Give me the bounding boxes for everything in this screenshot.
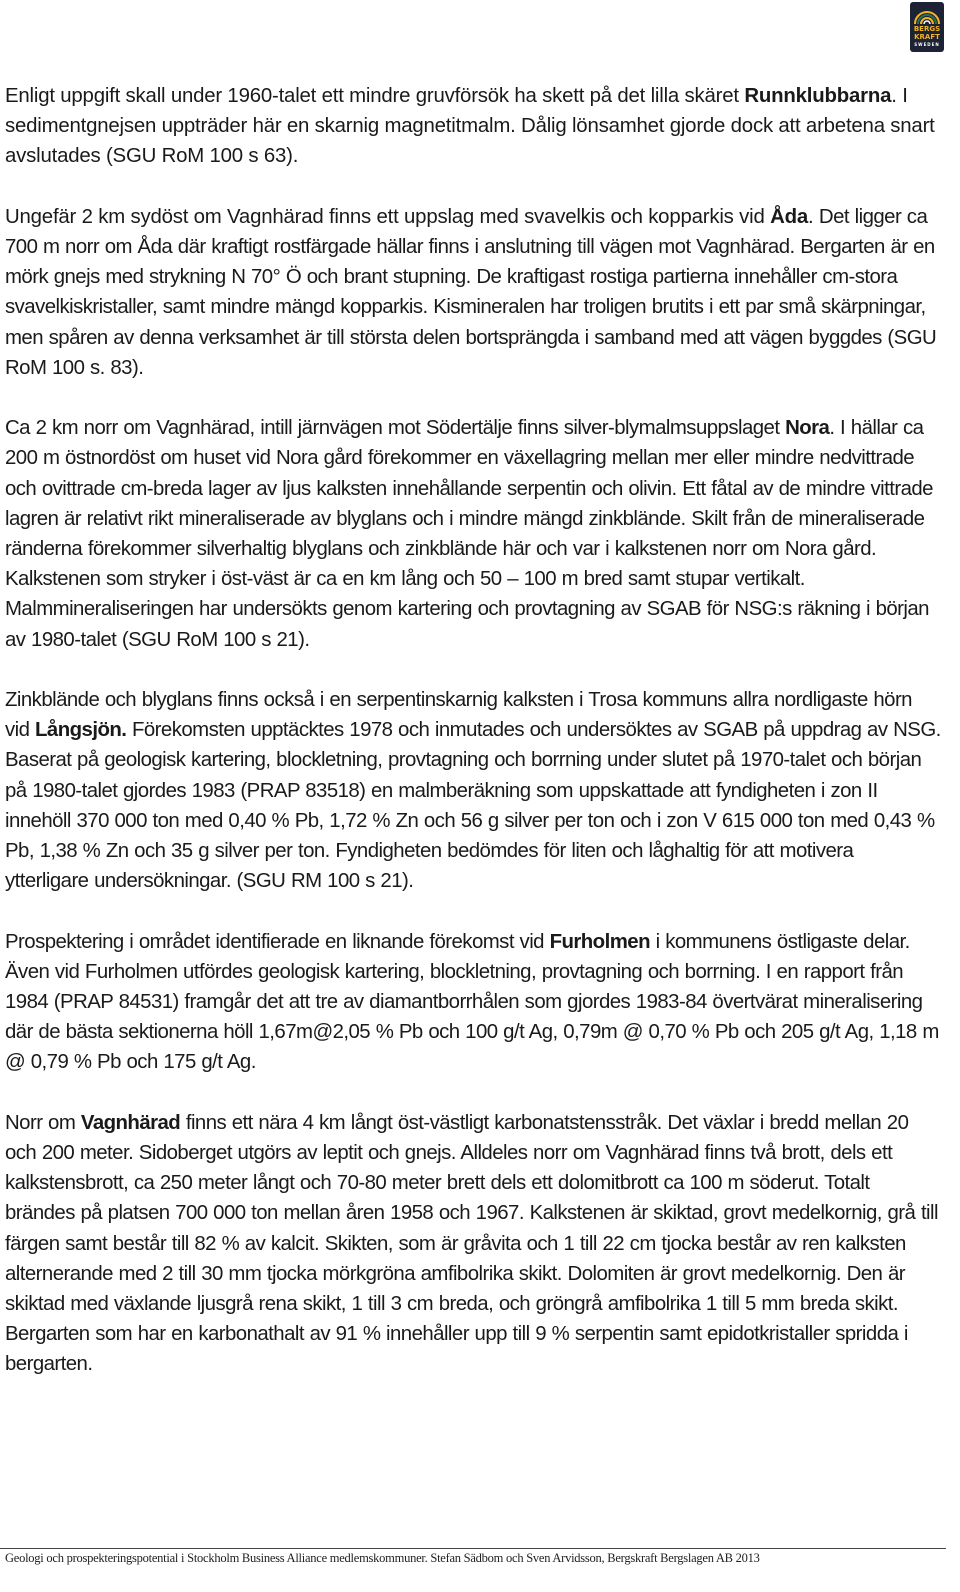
place-name-bold: Nora xyxy=(785,417,830,440)
logo-arch-icon xyxy=(910,2,944,26)
text-run: Norr om xyxy=(5,1111,81,1134)
text-run: finns ett nära 4 km långt öst-västligt karbonatstensstråk. Det växlar i bredd mellan 20 och 200 meter. Sidoberget utgörs av leptit och gnejs. Alldeles norr om Vagnhärad finns två brott, dels ett kalkstensbrott, ca 250 meter långt och 70-80 meter brett dels ett dolomitbrott ca 100 m söderut. Totalt brändes på platsen 700 000 ton mellan åren 1958 och 1967. Kalkstenen är skiktad, grovt medelkornig, grå till färgen samt består till 82 % av kalcit. Skikten, som är gråvita och 1 till 22 cm tjocka består av ren kalksten alternerande med 2 till 30 mm tjocka mörkgröna amfibolrika skikt. Dolomiten är grovt medelkornig. Den är skiktad med växlande ljusgrå rena skikt, 1 till 3 cm breda, och gröngrå amfibolrika 1 till 5 mm breda skikt. Bergarten som har en karbonathalt av 91 % innehåller upp till 9 % serpentin samt epidotkristaller spridda i bergarten. xyxy=(5,1111,938,1376)
text-run: Prospektering i området identifierade en liknande förekomst vid xyxy=(5,930,550,953)
place-name-bold: Furholmen xyxy=(549,930,650,953)
logo-text-sweden: SWEDEN xyxy=(914,42,940,47)
paragraph-langsjon xyxy=(5,685,941,896)
text-run: . I hällar ca 200 m östnordöst om huset vid Nora gård förekommer en växellagring mellan mer eller mindre nedvittrade och ovittrade cm-breda lager av ljus kalksten innehållande serpentin och olivin. Ett fåtal av de mindre vittrade lagren är relativt rikt mineraliserade av blyglans och i mindre mängd zinkblände. Skilt från de mineraliserade ränderna förekommer silverhaltig blyglans och zinkblände här och var i kalkstenen norr om Nora gård. Kalkstenen som stryker i öst-väst är ca en km lång och 50 – 100 m bred samt stupar vertikalt. Malmmineraliseringen har undersökts genom kartering och provtagning av SGAB för NSG:s räkning i början av 1980-talet (SGU RoM 100 s 21). xyxy=(5,417,933,651)
paragraph-ada xyxy=(5,202,941,383)
paragraph-nora xyxy=(5,413,941,655)
text-run: Ca 2 km norr om Vagnhärad, intill järnvägen mot Södertälje finns silver-blymalmsuppslaget xyxy=(5,417,786,440)
bergskraft-logo xyxy=(910,2,944,52)
paragraph-furholmen xyxy=(5,927,941,1078)
text-run: Förekomsten upptäcktes 1978 och inmutades och undersöktes av SGAB på uppdrag av NSG. Baserat på geologisk kartering, blockletning, provtagning och borrning under slutet på 1970-talet och början på 1980-talet gjordes 1983 (PRAP 83518) en malmberäkning som uppskattade att fyndigheten i zon II innehöll 370 000 ton med 0,40 % Pb, 1,72 % Zn och 56 g silver per ton och i zon V 615 000 ton med 0,43 % Pb, 1,38 % Zn och 35 g silver per ton. Fyndigheten bedömdes för liten och låghaltig för att motivera ytterligare undersökningar. (SGU RM 100 s 21). xyxy=(5,719,941,893)
place-name-bold: Långsjön. xyxy=(35,719,127,742)
text-run: Ungefär 2 km sydöst om Vagnhärad finns ett uppslag med svavelkis och kopparkis vid xyxy=(5,205,771,228)
logo-text-bergs: BERGS xyxy=(913,25,941,33)
text-run: Det ligger ca 700 m norr om Åda där kraftigt rostfärgade hällar finns i anslutning till vägen mot Vagnhärad. Bergarten är en mörk gnejs med strykning N 70° Ö och brant stupning. De kraftigast rostiga partierna innehåller cm-stora svavelkiskristaller, samt mindre mängd kopparkis. Kismineralen har troligen brutits i ett par små skärpningar, men spåren av denna verksamhet är till största delen bortsprängda i samband med att vägen byggdes (SGU RoM 100 s. 83). xyxy=(5,205,937,379)
text-run: . xyxy=(807,205,819,228)
text-run: i kommunens östligaste delar. Även vid Furholmen utfördes geologisk kartering, blockletning, provtagning och borrning. I en rapport från 1984 (PRAP 84531) framgår det att tre av diamantborrhålen som gjordes 1983-84 övertvärat mineralisering där de bästa sektionerna höll 1,67m@2,05 % Pb och 100 g/t Ag, 0,79m @ 0,70 % Pb och 205 g/t Ag, 1,18 m @ 0,79 % Pb och 175 g/t Ag. xyxy=(5,930,939,1074)
paragraph-vagnharad xyxy=(5,1108,941,1380)
page-footer: Geologi och prospekteringspotential i Stockholm Business Alliance medlemskommuner. Stefan Sädbom och Sven Arvidsson, Bergskraft Bergslagen AB 2013 xyxy=(5,1551,760,1565)
place-name-bold: Runnklubbarna xyxy=(744,85,892,107)
text-run: . I sedimentgnejsen uppträder här en skarnig magnetitmalm. Dålig lönsamhet gjorde dock att arbetena snart avslutades (SGU RoM 100 s 63). xyxy=(5,85,935,168)
document-body xyxy=(5,81,941,1410)
place-name-bold: Åda xyxy=(770,205,808,228)
place-name-bold: Vagnhärad xyxy=(80,1111,181,1134)
footer-divider xyxy=(0,1548,946,1549)
logo-text-kraft: KRAFT xyxy=(914,33,940,41)
text-run: Enligt uppgift skall under 1960-talet ett mindre gruvförsök ha skett på det lilla skäret xyxy=(5,85,745,107)
text-run: Zinkblände och blyglans finns också i en serpentinskarnig kalksten i Trosa kommuns allra nordligaste hörn vid xyxy=(5,689,912,742)
paragraph-runnklubbarna xyxy=(5,81,941,172)
